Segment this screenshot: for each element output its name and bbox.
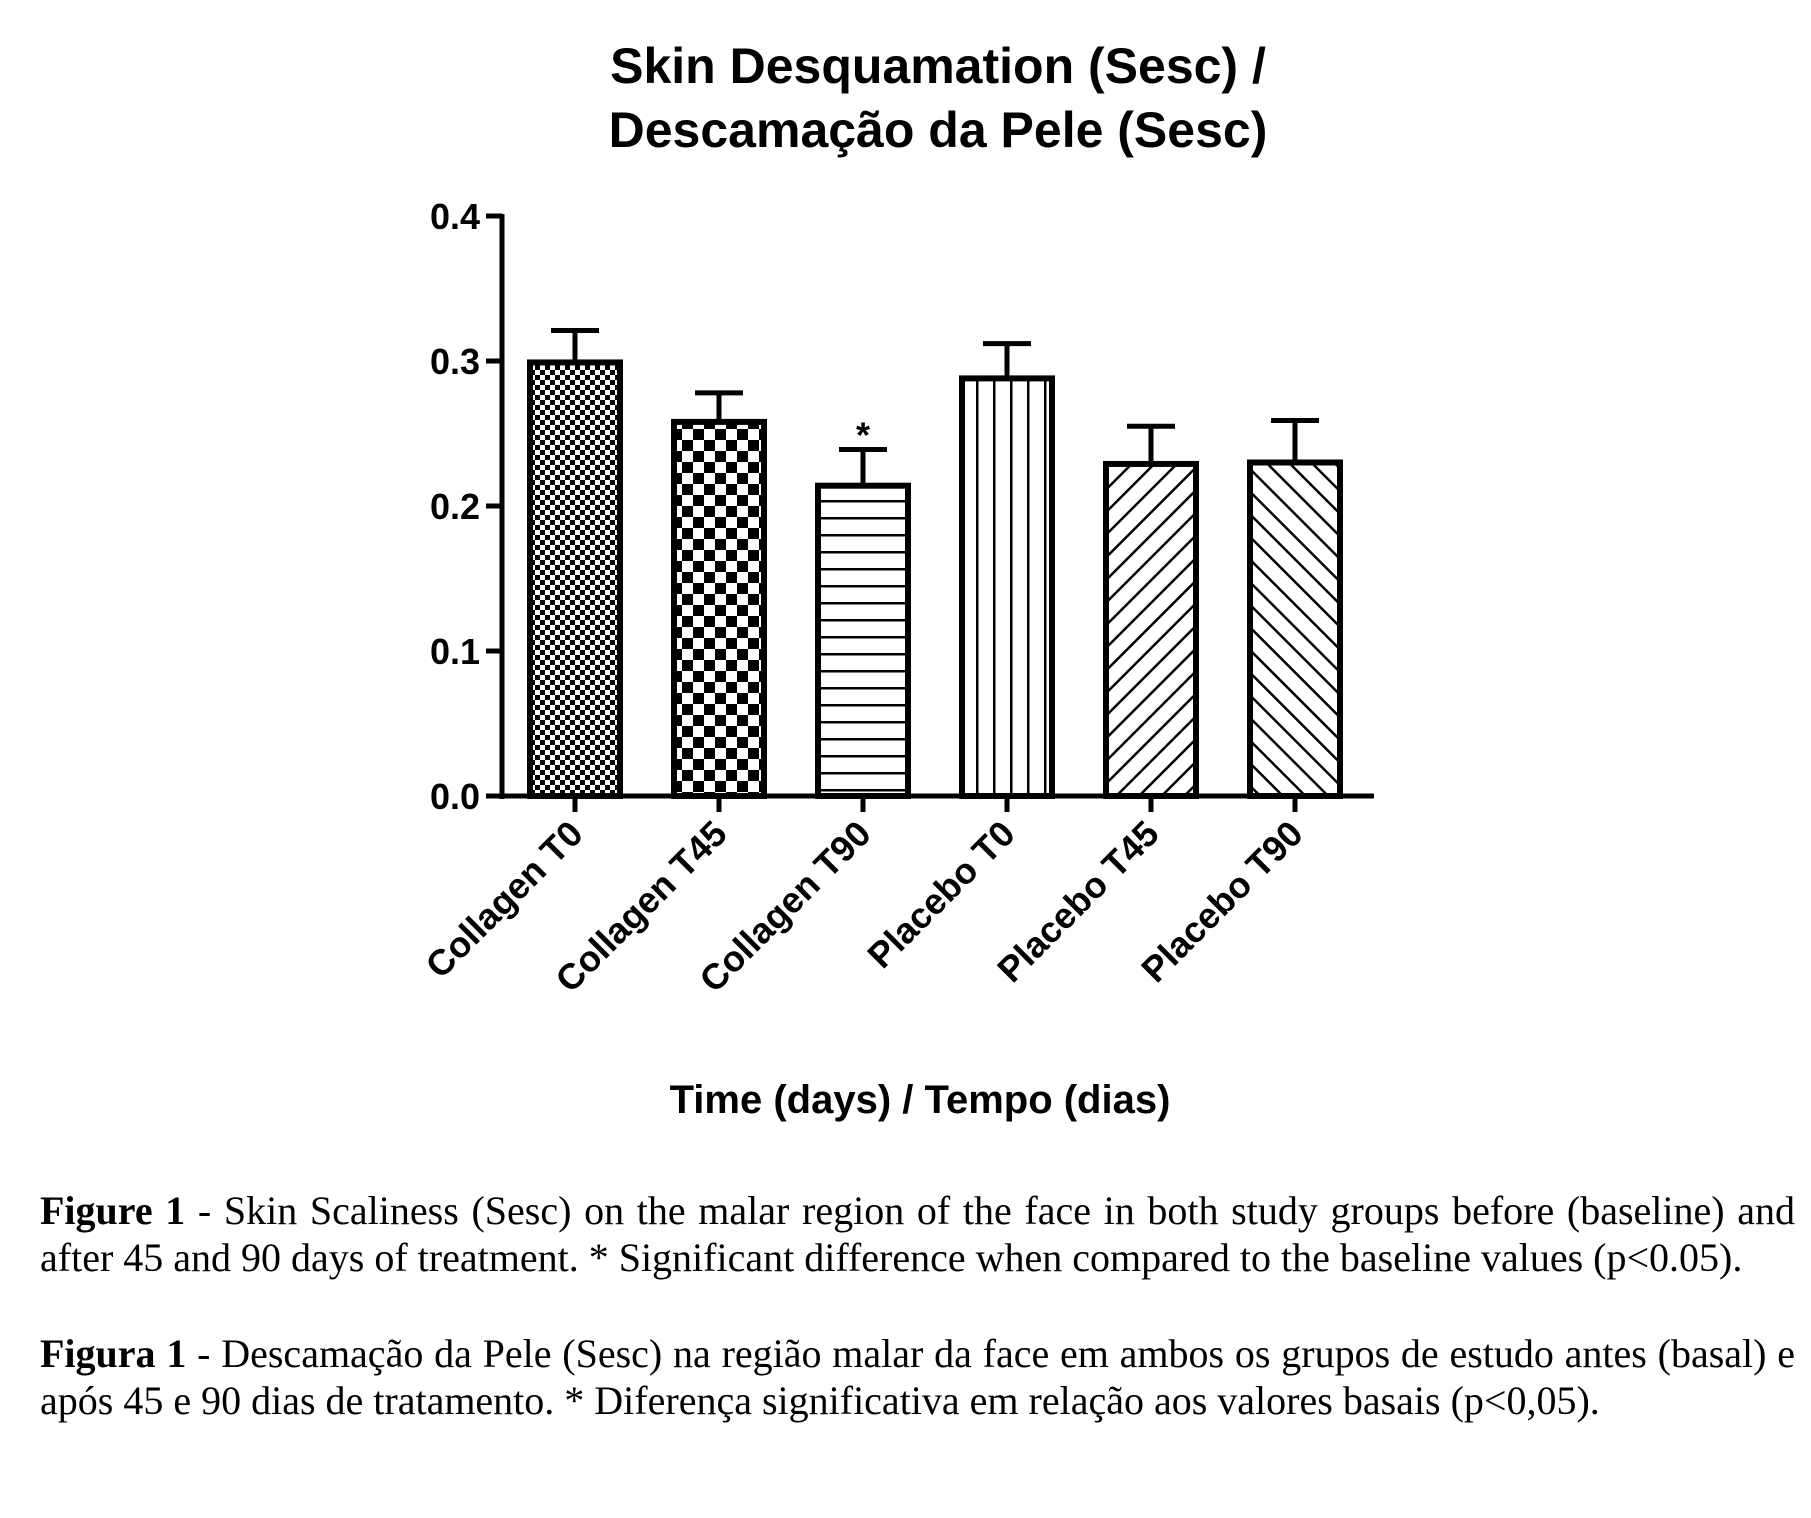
y-tick-label: 0.2	[429, 486, 480, 527]
x-tick-label: Collagen T45	[547, 812, 735, 1001]
plot-area	[417, 196, 1374, 1000]
chart-title-line-1: Skin Desquamation (Sesc) /	[610, 38, 1266, 94]
bar	[1250, 463, 1340, 797]
figure-caption-english-text: - Skin Scaliness (Sesc) on the malar region of the face in both study groups before (baseline) and after 45 and 90 days of treatment. * Significant difference when compared to the baseline values (p<0.05).	[40, 1188, 1796, 1280]
significance-asterisk: *	[855, 414, 871, 456]
x-tick-label: Placebo T90	[1133, 812, 1311, 991]
x-tick-label: Placebo T0	[859, 812, 1023, 977]
figure-caption-portuguese-text: - Descamação da Pele (Sesc) na região malar da face em ambos os grupos de estudo antes (basal) e após 45 e 90 dias de tratamento. * Diferença significativa em relação aos valores basais (p<0,05).	[40, 1331, 1796, 1423]
figure-caption-english	[40, 1187, 1795, 1281]
bar	[530, 362, 620, 796]
figure-label-english: Figure 1	[40, 1188, 186, 1233]
x-tick-label: Collagen T90	[691, 812, 879, 1001]
bar	[674, 422, 764, 796]
y-tick-label: 0.3	[429, 341, 480, 382]
y-tick-label: 0.1	[429, 631, 480, 672]
y-tick-label: 0.4	[429, 196, 480, 237]
figure-label-portuguese: Figura 1	[40, 1331, 187, 1376]
x-tick-label: Collagen T0	[417, 812, 591, 986]
bar	[962, 378, 1052, 796]
y-tick-label: 0.0	[429, 776, 480, 817]
x-tick-label: Placebo T45	[989, 812, 1167, 991]
x-axis-title: Time (days) / Tempo (dias)	[669, 1078, 1171, 1122]
bar	[1106, 464, 1196, 796]
figure-caption-portuguese	[40, 1330, 1795, 1424]
bar	[818, 486, 908, 796]
chart-title-line-2: Descamação da Pele (Sesc)	[608, 102, 1268, 158]
